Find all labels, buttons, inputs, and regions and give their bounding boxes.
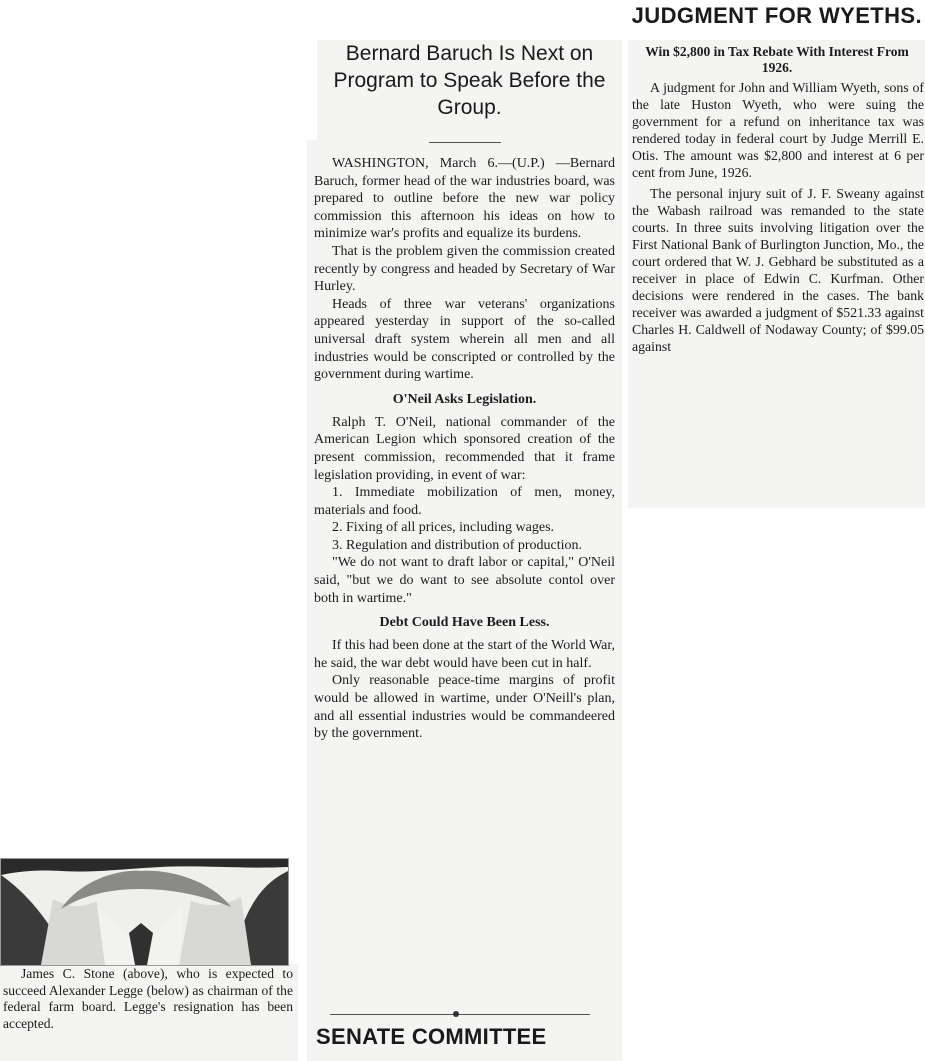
article-paragraph: "We do not want to draft labor or capital," O'Neil said, "but we do want to see absolute contol over both in wartime." <box>314 555 615 606</box>
article-paragraph: That is the problem given the commission created recently by congress and headed by Secretary of War Hurley. <box>314 243 615 295</box>
article-paragraph: Ralph T. O'Neil, national commander of the American Legion which sponsored creation of the present commission, recommended that it frame legislation providing, in event of war: <box>314 414 615 483</box>
right-article-body <box>632 80 924 356</box>
subheading: Debt Could Have Been Less. <box>379 615 550 631</box>
article-paragraph: Heads of three war veterans' organizations appeared yesterday in support of the so-called universal draft system wherein all men and all industries would be conscripted or controlled by the government during wartime. <box>314 296 615 383</box>
middle-article-body <box>314 142 615 743</box>
article-paragraph: The personal injury suit of J. F. Sweany against the Wabash railroad was remanded to the state courts. In three suits involving litigation over the First National Bank of Burlington Junction, Mo., the court ordered that W. J. Gebhard be substituted as a receiver in place of Edwin C. Kurfman. Other decisions were rendered in the cases. The bank receiver was awarded a judgment of $521.33 against Charles H. Caldwell of Nodaway County; of $99.05 against <box>632 186 924 354</box>
divider-dot <box>453 1011 459 1017</box>
portrait-photo <box>0 858 289 966</box>
next-article-headline: SENATE COMMITTEE <box>316 1024 547 1049</box>
subheading: O'Neil Asks Legislation. <box>392 391 537 407</box>
article-paragraph: 1. Immediate mobilization of men, money, materials and food. <box>314 485 615 518</box>
right-headline: JUDGMENT FOR WYETHS. <box>631 3 922 28</box>
headline-divider <box>429 142 501 143</box>
portrait-image <box>1 859 288 965</box>
middle-headline: Bernard Baruch Is Next on Program to Speak Before the Group. <box>333 42 606 119</box>
caption-text: James C. Stone (above), who is expected to succeed Alexander Legge (below) as chairman of the federal farm board. Legge's resignation has been accepted. <box>3 966 293 1031</box>
section-divider <box>330 1014 590 1015</box>
article-paragraph: WASHINGTON, March 6.—(U.P.) —Bernard Baruch, former head of the war industries board, was prepared to outline before the new war policy commission this afternoon his ideas on how to minimize war's profits and equalize its burdens. <box>314 156 615 242</box>
article-paragraph: 3. Regulation and distribution of production. <box>332 537 583 553</box>
article-paragraph: 2. Fixing of all prices, including wages. <box>332 520 555 536</box>
right-deck: Win $2,800 in Tax Rebate With Interest From 1926. <box>645 44 909 75</box>
article-paragraph: Only reasonable peace-time margins of profit would be allowed in wartime, under O'Neill's plan, and all essential industries would be commandeered by the government. <box>314 673 615 742</box>
photo-caption <box>3 966 293 1032</box>
article-paragraph: A judgment for John and William Wyeth, sons of the late Huston Wyeth, who were suing the government for a refund on inheritance tax was rendered today in federal court by Judge Merrill E. Otis. The amount was $2,800 and interest at 6 per cent from June, 1926. <box>632 80 924 180</box>
article-paragraph: If this had been done at the start of the World War, he said, the war debt would have been cut in half. <box>314 638 615 671</box>
